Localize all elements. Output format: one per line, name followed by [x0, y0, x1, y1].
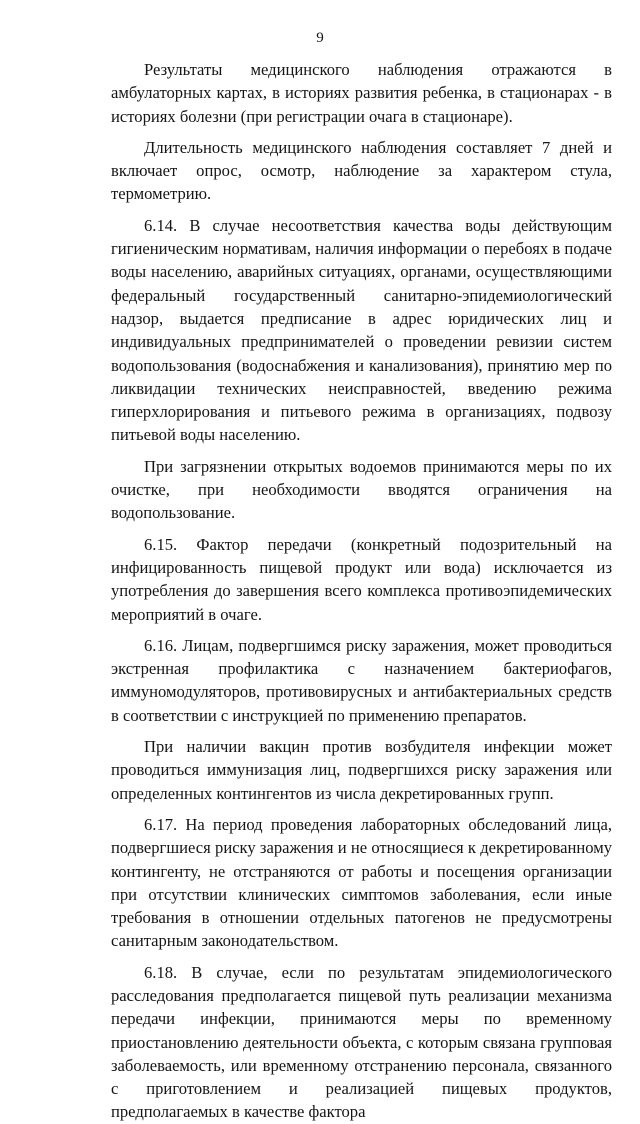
- paragraph-medical-observation-results: Результаты медицинского наблюдения отражаются в амбулаторных картах, в историях развития ребенка, в стационарах - в историях болезни (при регистрации очага в стационаре).: [111, 60, 612, 126]
- paragraph-observation-duration: Длительность медицинского наблюдения составляет 7 дней и включает опрос, осмотр, наблюдение за характером стула, термометрию.: [111, 137, 612, 204]
- paragraph-6-16-emergency-prophylaxis: 6.16. Лицам, подвергшимся риску заражения, может проводиться экстренная профилактика с назначением бактериофагов, иммуномодуляторов, противовирусных и антибактериальных средств в соответствии с инструкцией по применению препаратов.: [111, 635, 612, 725]
- paragraph-open-water-pollution: При загрязнении открытых водоемов принимаются меры по их очистке, при необходимости вводятся ограничения на водопользование.: [111, 456, 612, 523]
- page-number: 9: [316, 30, 324, 46]
- document-body: [111, 58, 612, 1124]
- paragraph-6-14-water-quality: 6.14. В случае несоответствия качества воды действующим гигиеническим нормативам, наличия информации о перебоях в подаче воды населению, аварийных ситуациях, органами, осуществляющими федеральный государственный санитарно-эпидемиологический надзор, выдается предписание в адрес юридических лиц и индивидуальных предпринимателей о проведении ревизии систем водопользования (водоснабжения и канализования), принятию мер по ликвидации технических неисправностей, введению режима гиперхлорирования и питьевого режима в организациях, подвозу питьевой воды населению.: [111, 215, 612, 445]
- paragraph-vaccination: При наличии вакцин против возбудителя инфекции может проводиться иммунизация лиц, подвергшихся риску заражения или определенных контингентов из числа декретированных групп.: [111, 737, 612, 803]
- paragraph-6-17-laboratory-examinations: 6.17. На период проведения лабораторных обследований лица, подвергшиеся риску заражения и не относящиеся к декретированному контингенту, не отстраняются от работы и посещения организации при отсутствии клинических симптомов заболевания, если иные требования в отношении отдельных патогенов не предусмотрены санитарным законодательством.: [111, 814, 612, 951]
- paragraph-6-18-food-transmission: 6.18. В случае, если по результатам эпидемиологического расследования предполагается пищевой путь реализации механизма передачи инфекции, принимаются меры по временному приостановлению деятельности объекта, с которым связана групповая заболеваемость, или временному отстранению персонала, связанного с приготовлением и реализацией пищевых продуктов, предполагаемых в качестве фактора: [111, 962, 612, 1122]
- paragraph-6-15-transmission-factor: 6.15. Фактор передачи (конкретный подозрительный на инфицированность пищевой продукт или вода) исключается из употребления до завершения всего комплекса противоэпидемических мероприятий в очаге.: [111, 534, 612, 624]
